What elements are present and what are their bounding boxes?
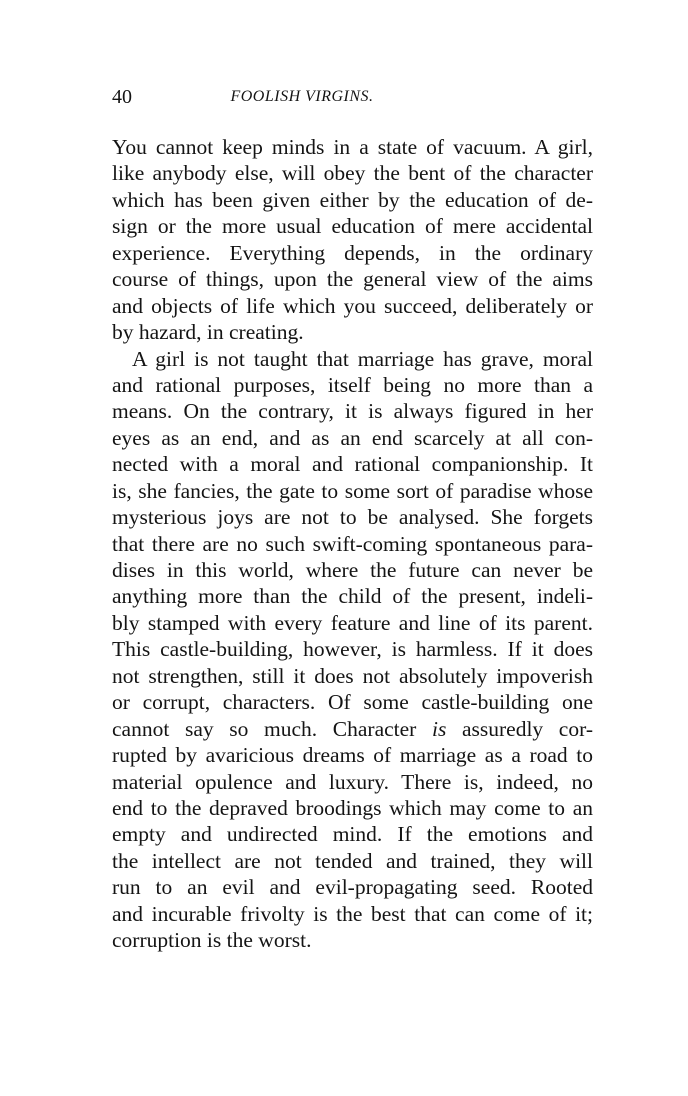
text-line: anything more than the child of the present, indeli- <box>112 584 593 609</box>
text-line: run to an evil and evil-propagating seed. Rooted <box>112 875 593 900</box>
text-segment: cannot say so much. Character <box>112 716 432 741</box>
text-line: the intellect are not tended and trained, they will <box>112 848 593 873</box>
text-line: eyes as an end, and as an end scarcely at all con- <box>112 425 593 450</box>
running-title: FOOLISH VIRGINS. <box>230 88 374 105</box>
text-line: and rational purposes, itself being no more than a <box>112 372 593 397</box>
text-line: A girl is not taught that marriage has grave, moral <box>132 346 593 371</box>
text-line: that there are no such swift-coming spontaneous para- <box>112 531 593 556</box>
text-line: and incurable frivolty is the best that can come of it; <box>112 901 593 926</box>
text-line: mysterious joys are not to be analysed. She forgets <box>112 505 593 530</box>
text-line: empty and undirected mind. If the emotions and <box>112 822 593 847</box>
text-line <box>112 716 593 742</box>
text-line: is, she fancies, the gate to some sort of paradise whose <box>112 478 593 503</box>
text-segment: assuredly cor- <box>446 716 593 741</box>
text-line: end to the depraved broodings which may come to an <box>112 795 593 820</box>
text-line: by hazard, in creating. <box>112 320 304 345</box>
text-line: rupted by avaricious dreams of marriage as a road to <box>112 743 593 768</box>
text-line: dises in this world, where the future can never be <box>112 558 593 582</box>
text-line: This castle-building, however, is harmless. If it does <box>112 637 593 662</box>
text-line: experience. Everything depends, in the ordinary <box>112 240 593 265</box>
text-line: material opulence and luxury. There is, indeed, no <box>112 769 593 794</box>
text-line: bly stamped with every feature and line of its parent. <box>112 610 593 635</box>
text-line: course of things, upon the general view of the aims <box>112 267 593 292</box>
text-line: or corrupt, characters. Of some castle-building one <box>112 690 593 715</box>
emphasis-text: is <box>431 716 447 741</box>
text-line: nected with a moral and rational companionship. It <box>112 452 593 477</box>
page-number: 40 <box>112 86 132 108</box>
text-line: sign or the more usual education of mere accidental <box>112 214 593 239</box>
text-line: means. On the contrary, it is always figured in her <box>112 399 593 424</box>
text-line: corruption is the worst. <box>112 928 312 953</box>
body-text <box>112 134 593 954</box>
page-header <box>112 86 592 114</box>
text-line: like anybody else, will obey the bent of the character <box>112 161 593 186</box>
text-line: not strengthen, still it does not absolutely impoverish <box>112 663 593 688</box>
text-line: which has been given either by the education of de- <box>112 187 593 212</box>
text-line: You cannot keep minds in a state of vacuum. A girl, <box>112 135 593 159</box>
text-line: and objects of life which you succeed, deliberately or <box>112 293 593 318</box>
